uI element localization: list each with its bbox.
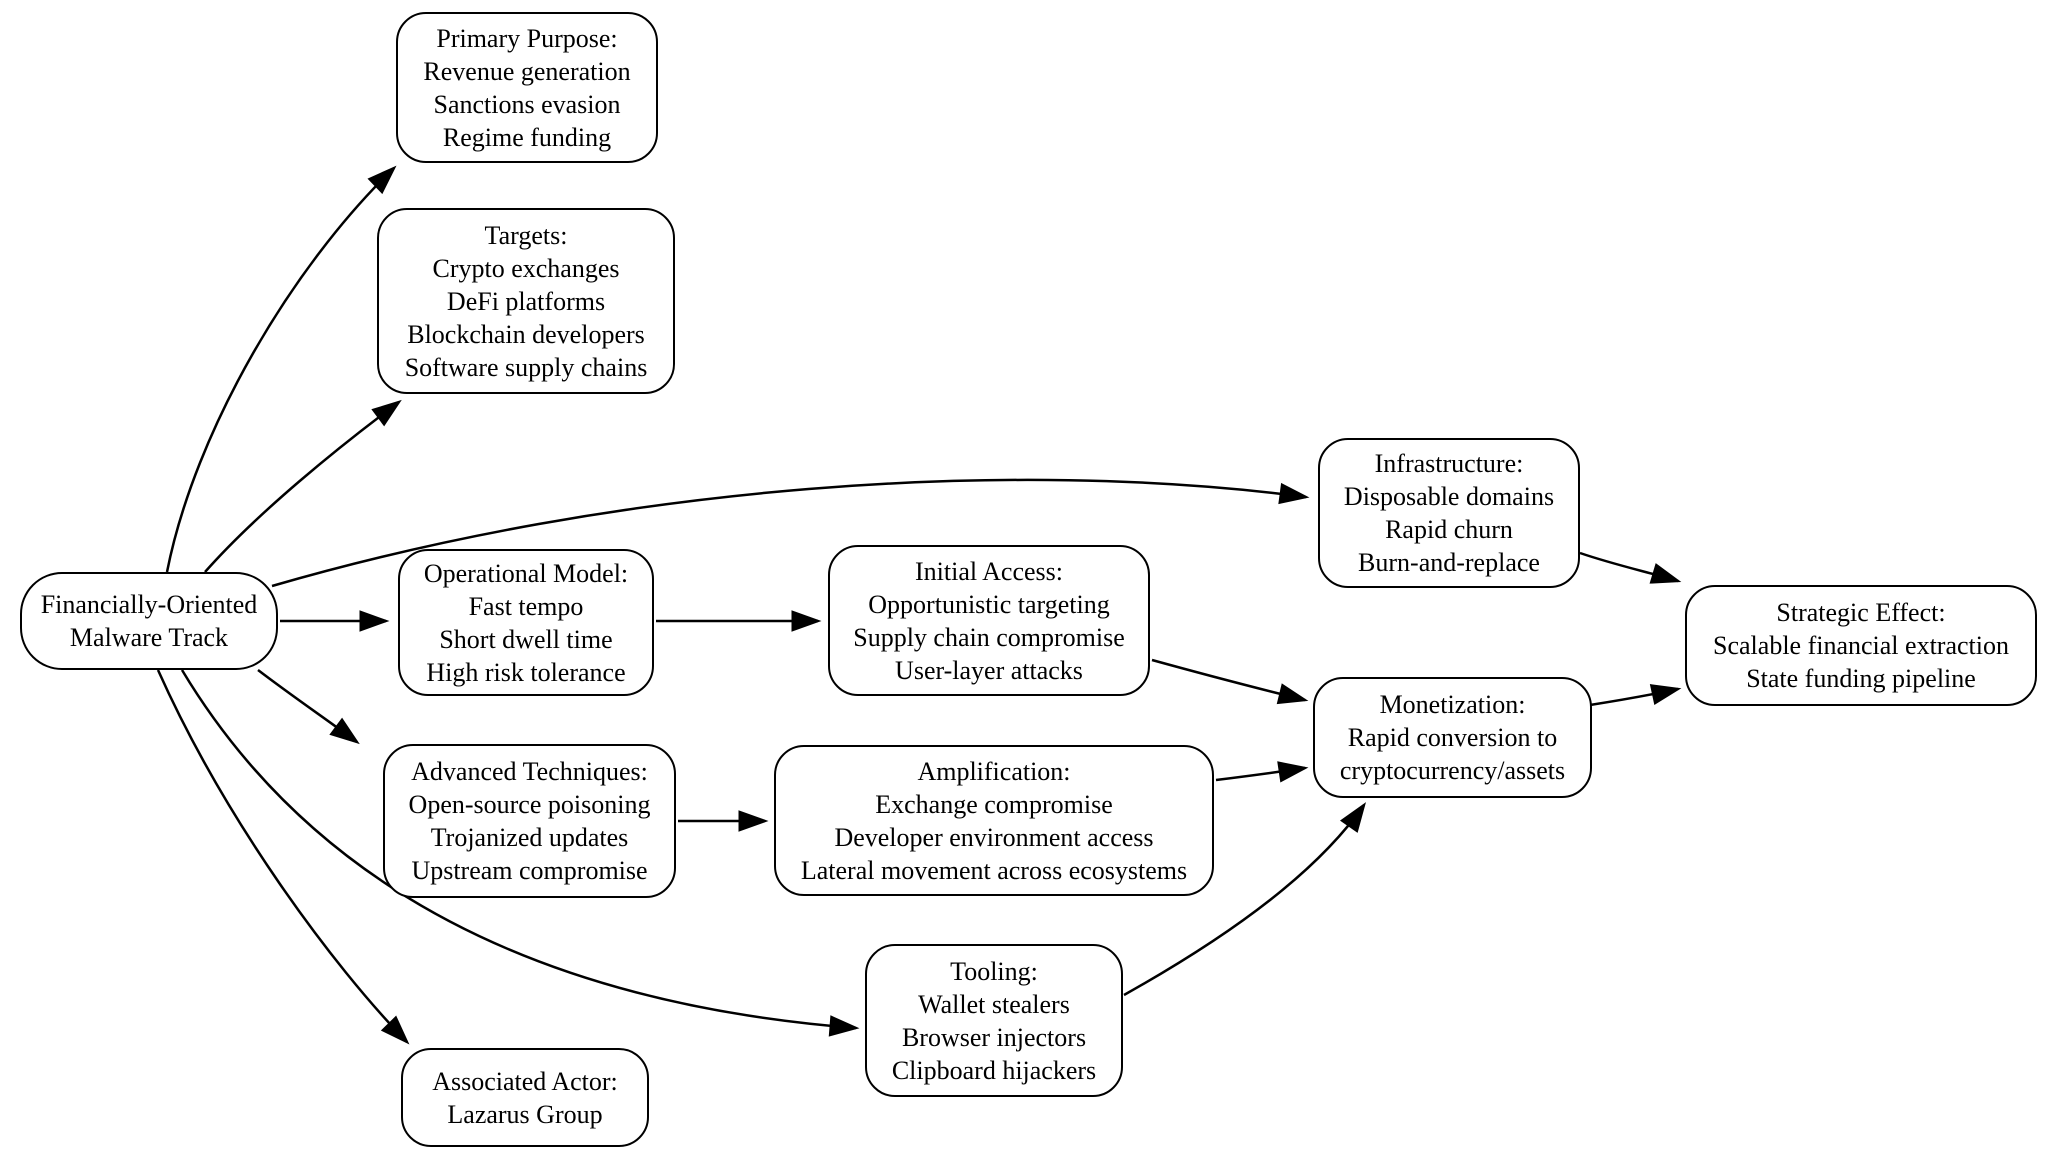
- node-text-line: Revenue generation: [423, 56, 631, 86]
- node-initial-access: [828, 545, 1150, 696]
- node-associated-actor: [401, 1048, 649, 1147]
- node-text-line: Regime funding: [442, 122, 612, 152]
- node-advanced-techniques: [383, 744, 676, 898]
- node-text-line: cryptocurrency/assets: [1339, 756, 1566, 785]
- node-text-line: Lateral movement across ecosystems: [800, 855, 1188, 885]
- node-text-line: Strategic Effect:: [1776, 598, 1946, 627]
- node-text-line: User-layer attacks: [895, 655, 1083, 685]
- node-financially-oriented-malware-track: [20, 572, 278, 670]
- edge-root-to-primary-purpose: [167, 168, 394, 572]
- node-text-line: Clipboard hijackers: [891, 1055, 1097, 1085]
- node-text-line: Software supply chains: [404, 352, 648, 382]
- node-text-line: Rapid conversion to: [1347, 723, 1558, 752]
- node-targets: [377, 208, 675, 394]
- node-text-line: Operational Model:: [423, 558, 629, 588]
- edge-root-to-associated-actor: [158, 670, 407, 1042]
- node-text-line: Developer environment access: [834, 822, 1154, 852]
- node-text-line: Associated Actor:: [432, 1066, 618, 1096]
- node-operational-model: [398, 549, 654, 696]
- node-tooling: [865, 944, 1123, 1097]
- edge-amplification-to-monetization: [1216, 768, 1305, 780]
- node-text-line: Advanced Techniques:: [411, 757, 648, 786]
- node-text-line: Upstream compromise: [411, 856, 648, 885]
- node-text-line: Fast tempo: [468, 591, 584, 621]
- edge-monetization-to-strategic-effect: [1590, 689, 1678, 705]
- node-text-line: Browser injectors: [901, 1022, 1087, 1052]
- node-text-line: Initial Access:: [914, 556, 1063, 586]
- node-primary-purpose: [396, 12, 658, 163]
- node-amplification: [774, 745, 1214, 896]
- node-text-line: Disposable domains: [1343, 482, 1555, 511]
- node-text-line: Rapid churn: [1385, 515, 1513, 544]
- node-text-line: Lazarus Group: [447, 1099, 603, 1129]
- edge-root-to-advanced-techniques: [258, 670, 357, 742]
- node-strategic-effect: [1685, 585, 2037, 706]
- node-text-line: Tooling:: [950, 956, 1038, 986]
- node-text-line: Short dwell time: [439, 624, 613, 654]
- node-text-line: Supply chain compromise: [853, 622, 1125, 652]
- node-text-line: Exchange compromise: [875, 789, 1113, 819]
- node-text-line: Targets:: [484, 220, 568, 250]
- node-text-line: Opportunistic targeting: [868, 589, 1110, 619]
- node-text-line: Burn-and-replace: [1358, 548, 1540, 577]
- node-text-line: Open-source poisoning: [408, 790, 651, 819]
- node-text-line: Sanctions evasion: [433, 89, 621, 119]
- node-text-line: Trojanized updates: [430, 823, 629, 852]
- node-text-line: Primary Purpose:: [436, 23, 618, 53]
- edge-initial-access-to-monetization: [1152, 660, 1305, 700]
- node-text-line: Crypto exchanges: [432, 253, 620, 283]
- edge-infrastructure-to-strategic-effect: [1580, 553, 1678, 581]
- edge-root-to-targets: [205, 402, 399, 572]
- node-text-line: Financially-Oriented: [40, 590, 258, 619]
- node-infrastructure: [1318, 438, 1580, 588]
- node-text-line: Monetization:: [1379, 690, 1526, 719]
- node-text-line: Infrastructure:: [1374, 449, 1524, 478]
- node-text-line: Wallet stealers: [918, 989, 1070, 1019]
- node-monetization: [1313, 677, 1592, 798]
- node-text-line: Malware Track: [69, 623, 229, 652]
- node-text-line: State funding pipeline: [1746, 664, 1976, 693]
- node-text-line: High risk tolerance: [426, 657, 626, 687]
- node-text-line: DeFi platforms: [446, 286, 606, 316]
- node-text-line: Amplification:: [917, 756, 1071, 786]
- node-text-line: Scalable financial extraction: [1713, 631, 2009, 660]
- node-text-line: Blockchain developers: [407, 319, 645, 349]
